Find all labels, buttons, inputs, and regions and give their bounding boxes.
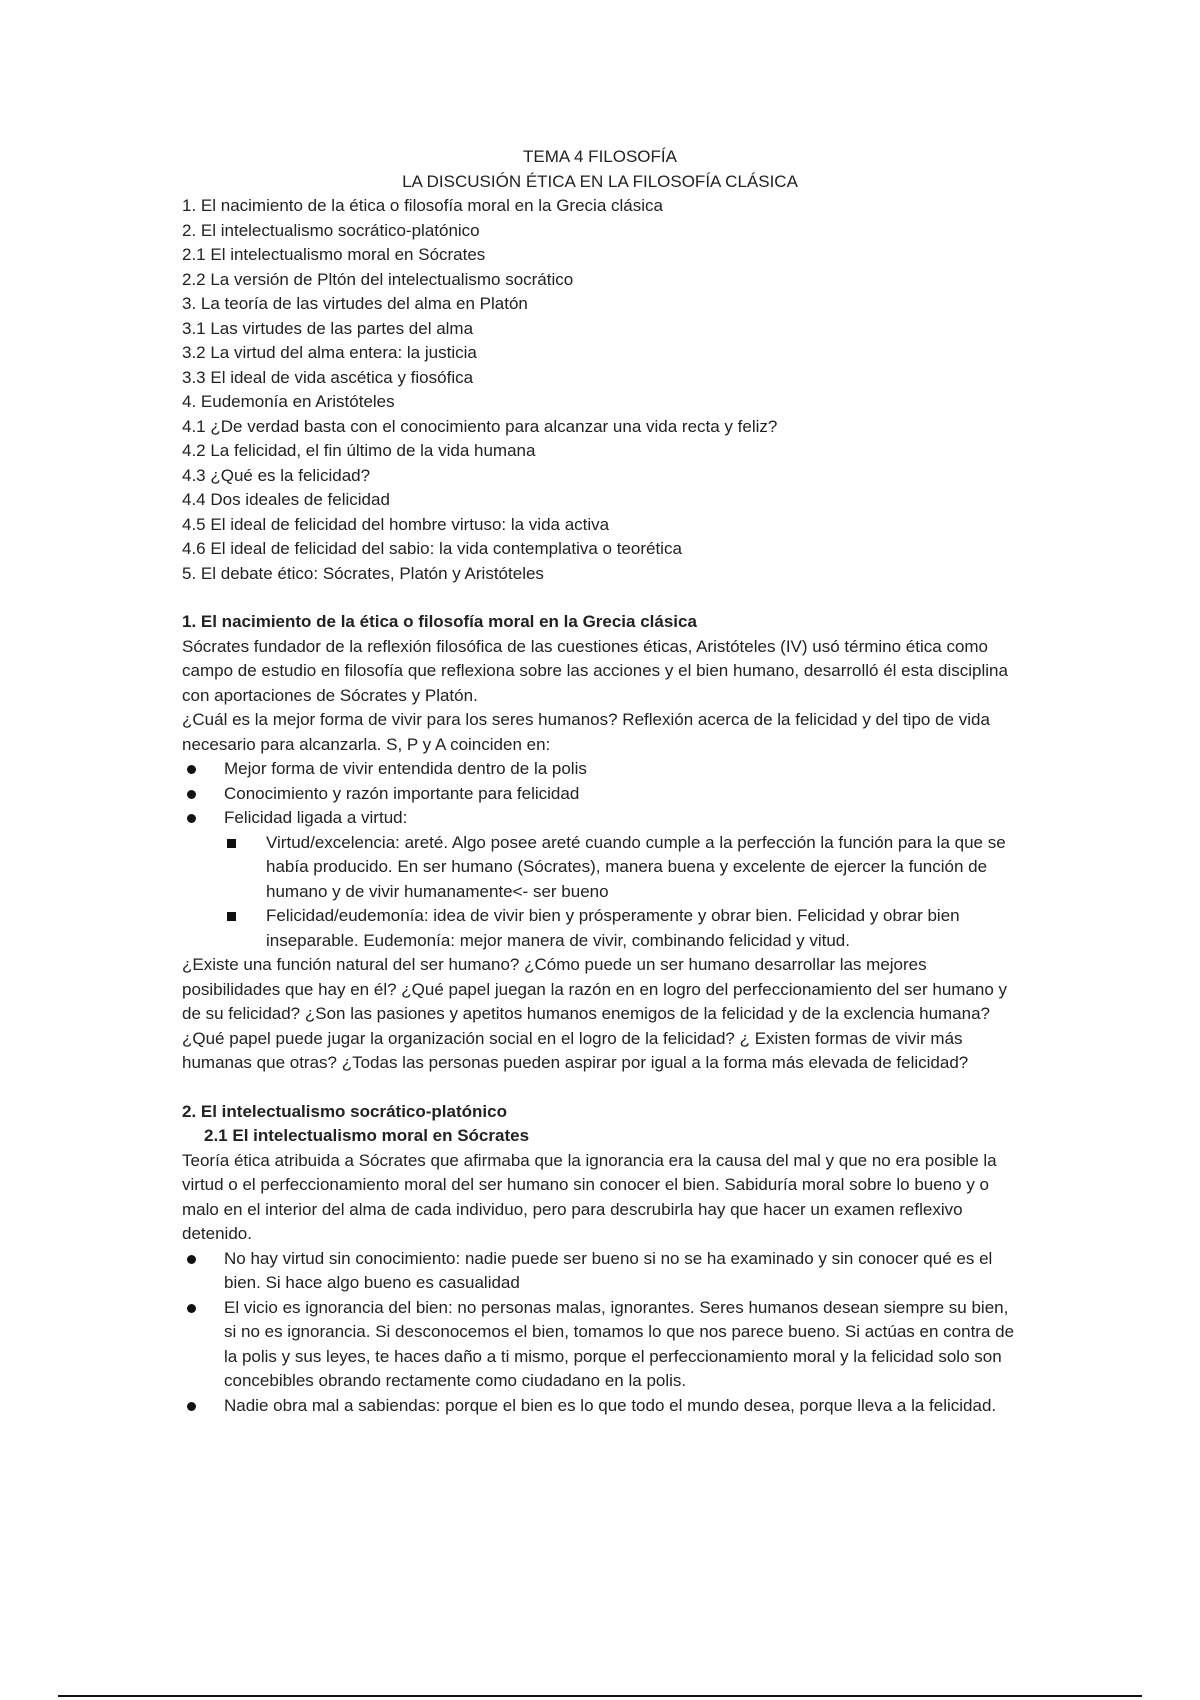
bullet-item: El vicio es ignorancia del bien: no personas malas, ignorantes. Seres humanos desean siempre su bien, si no es ignorancia. Si desconocemos el bien, tomamos lo que nos parece bueno. Si actúas en contra de la polis y sus leyes, te haces daño a ti mismo, porque el perfeccionamiento moral y la felicidad solo son concebibles obrando rectamente como ciudadano en la polis. xyxy=(182,1296,1018,1394)
toc-item: 2.1 El intelectualismo moral en Sócrates xyxy=(182,245,486,264)
toc-item: 1. El nacimiento de la ética o filosofía moral en la Grecia clásica xyxy=(182,196,663,215)
subsection-heading: 2.1 El intelectualismo moral en Sócrates xyxy=(204,1126,530,1145)
document-page xyxy=(182,145,1018,1418)
toc-item: 4.1 ¿De verdad basta con el conocimiento para alcanzar una vida recta y feliz? xyxy=(182,416,778,436)
toc-item: 3.1 Las virtudes de las partes del alma xyxy=(182,318,474,338)
toc-item: 4.3 ¿Qué es la felicidad? xyxy=(182,465,371,485)
paragraph: ¿Existe una función natural del ser humano? ¿Cómo puede un ser humano desarrollar las mejores posibilidades que hay en él? ¿Qué papel juegan la razón en en logro del perfeccionamiento del ser humano y de su felicidad? ¿Son las pasiones y apetitos humanos enemigos de la felicidad y de la exclencia humana? ¿Qué papel puede jugar la organización social en el logro de la felicidad? ¿ Existen formas de vivir más humanas que otras? ¿Todas las personas pueden aspirar por igual a la forma más elevada de felicidad? xyxy=(182,955,1008,1072)
toc-item: 5. El debate ético: Sócrates, Platón y Aristóteles xyxy=(182,563,544,583)
document-subtitle: LA DISCUSIÓN ÉTICA EN LA FILOSOFÍA CLÁSICA xyxy=(402,171,798,191)
bullet-item: Nadie obra mal a sabiendas: porque el bien es lo que todo el mundo desea, porque lleva a la felicidad. xyxy=(182,1394,1018,1419)
toc-item: 4. Eudemonía en Aristóteles xyxy=(182,392,395,411)
paragraph: Teoría ética atribuida a Sócrates que afirmaba que la ignorancia era la causa del mal y que no era posible la virtud o el perfeccionamiento moral del ser humano sin conocer el bien. Sabiduría moral sobre lo bueno y o malo en el interior del alma de cada individuo, pero para descrubirla hay que hacer un examen reflexivo detenido. xyxy=(182,1150,997,1243)
bullet-text: Felicidad ligada a virtud: xyxy=(224,808,408,827)
table-of-contents xyxy=(182,194,1018,586)
toc-item: 2. El intelectualismo socrático-platónico xyxy=(182,220,480,240)
toc-item: 4.5 El ideal de felicidad del hombre virtuso: la vida activa xyxy=(182,514,610,534)
spacer xyxy=(182,1076,1018,1100)
section-2 xyxy=(182,1100,1018,1419)
toc-item: 3. La teoría de las virtudes del alma en Platón xyxy=(182,294,528,313)
document-title: TEMA 4 FILOSOFÍA xyxy=(523,147,677,166)
sub-bullet-item: Virtud/excelencia: areté. Algo posee areté cuando cumple a la perfección la función para la que se había producido. En ser humano (Sócrates), manera buena y excelente de ejercer la función de humano y de vivir humanamente<- ser bueno xyxy=(224,831,1018,905)
toc-item: 4.4 Dos ideales de felicidad xyxy=(182,490,390,509)
toc-item: 3.3 El ideal de vida ascética y fiosófica xyxy=(182,367,474,387)
footer-divider xyxy=(58,1695,1142,1697)
bullet-item: No hay virtud sin conocimiento: nadie puede ser bueno si no se ha examinado y sin conocer qué es el bien. Si hace algo bueno es casualidad xyxy=(182,1247,1018,1296)
section-1 xyxy=(182,610,1018,1076)
bullet-item xyxy=(182,806,1018,953)
bullet-item: Mejor forma de vivir entendida dentro de la polis xyxy=(182,757,1018,782)
toc-item: 4.6 El ideal de felicidad del sabio: la vida contemplativa o teorética xyxy=(182,539,682,558)
bullet-list xyxy=(182,1247,1018,1419)
sub-bullet-item: Felicidad/eudemonía: idea de vivir bien y prósperamente y obrar bien. Felicidad y obrar bien inseparable. Eudemonía: mejor manera de vivir, combinando felicidad y vitud. xyxy=(224,904,1018,953)
toc-item: 3.2 La virtud del alma entera: la justicia xyxy=(182,343,477,362)
sub-bullet-list xyxy=(224,831,1018,954)
paragraph: Sócrates fundador de la reflexión filosófica de las cuestiones éticas, Aristóteles (IV) usó término ética como campo de estudio en filosofía que reflexiona sobre las acciones y el bien humano, desarrolló él esta disciplina con aportaciones de Sócrates y Platón. xyxy=(182,636,1008,705)
bullet-list xyxy=(182,757,1018,953)
paragraph: ¿Cuál es la mejor forma de vivir para los seres humanos? Reflexión acerca de la felicidad y del tipo de vida necesario para alcanzarla. S, P y A coinciden en: xyxy=(182,710,990,754)
bullet-item: Conocimiento y razón importante para felicidad xyxy=(182,782,1018,807)
spacer xyxy=(182,586,1018,610)
toc-item: 2.2 La versión de Pltón del intelectualismo socrático xyxy=(182,269,574,289)
section-heading: 2. El intelectualismo socrático-platónico xyxy=(182,1101,507,1121)
toc-item: 4.2 La felicidad, el fin último de la vida humana xyxy=(182,441,536,460)
section-heading: 1. El nacimiento de la ética o filosofía moral en la Grecia clásica xyxy=(182,612,697,631)
